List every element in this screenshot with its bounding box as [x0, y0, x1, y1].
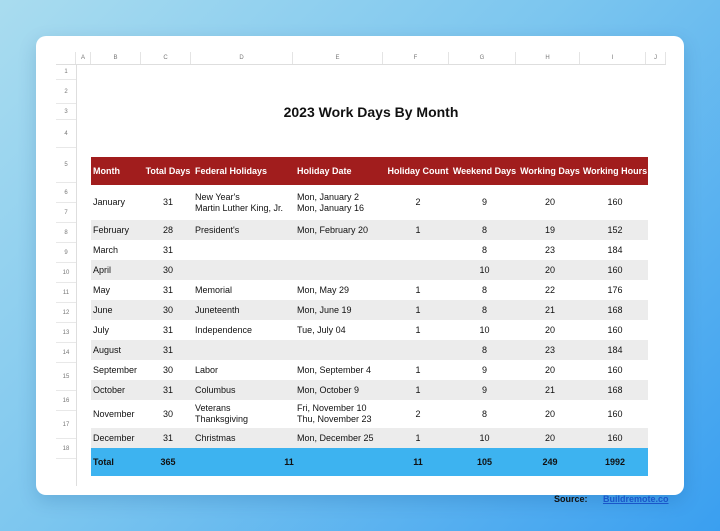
cell-month[interactable]: December	[91, 428, 143, 448]
cell-total[interactable]: 30	[143, 360, 193, 380]
cell-count[interactable]: 1	[385, 300, 451, 320]
cell-working[interactable]: 23	[518, 340, 582, 360]
total-working[interactable]: 249	[518, 448, 582, 476]
table-header-row	[91, 157, 648, 185]
cell-dates[interactable]: Mon, June 19	[295, 300, 385, 320]
cell-holidays[interactable]: Memorial	[193, 280, 295, 300]
table-row	[91, 360, 648, 380]
cell-hours[interactable]: 160	[582, 320, 648, 340]
row-header-17[interactable]: 17	[56, 411, 76, 439]
cell-dates[interactable]: Mon, October 9	[295, 380, 385, 400]
row-header-5[interactable]: 5	[56, 148, 76, 183]
cell-dates[interactable]: Mon, December 25	[295, 428, 385, 448]
cell-holidays[interactable]: Juneteenth	[193, 300, 295, 320]
column-heading-holiday-count: Holiday Count	[385, 157, 451, 185]
column-header-f[interactable]: F	[383, 52, 449, 64]
row-header-15[interactable]: 15	[56, 363, 76, 391]
cell-count[interactable]: 1	[385, 220, 451, 240]
cell-holidays[interactable]: President's	[193, 220, 295, 240]
cell-count[interactable]	[385, 340, 451, 360]
total-holidays[interactable]: 11	[193, 448, 385, 476]
cell-hours[interactable]: 168	[582, 300, 648, 320]
cell-holidays[interactable]	[193, 240, 295, 260]
cell-weekend[interactable]: 9	[451, 380, 518, 400]
cell-weekend[interactable]: 8	[451, 240, 518, 260]
row-header-10[interactable]: 10	[56, 263, 76, 283]
cell-total[interactable]: 31	[143, 280, 193, 300]
cell-holidays[interactable]: New Year's Martin Luther King, Jr.	[193, 185, 295, 220]
cell-weekend[interactable]: 10	[451, 260, 518, 280]
cell-holidays[interactable]: Labor	[193, 360, 295, 380]
row-header-12[interactable]: 12	[56, 303, 76, 323]
cell-weekend[interactable]: 8	[451, 280, 518, 300]
cell-holidays[interactable]: Columbus	[193, 380, 295, 400]
cell-count[interactable]: 1	[385, 320, 451, 340]
cell-weekend[interactable]: 10	[451, 428, 518, 448]
column-heading-weekend-days: Weekend Days	[451, 157, 518, 185]
cell-total[interactable]: 31	[143, 380, 193, 400]
cell-weekend[interactable]: 8	[451, 220, 518, 240]
screenshot-card	[36, 36, 684, 504]
cell-working[interactable]: 21	[518, 380, 582, 400]
column-header-i[interactable]: I	[580, 52, 646, 64]
column-header-g[interactable]: G	[449, 52, 516, 64]
cell-working[interactable]: 19	[518, 220, 582, 240]
cell-dates[interactable]	[295, 340, 385, 360]
row-header-9[interactable]: 9	[56, 243, 76, 263]
cell-count[interactable]: 1	[385, 380, 451, 400]
cell-month[interactable]: July	[91, 320, 143, 340]
cell-holidays[interactable]: Veterans Thanksgiving	[193, 400, 295, 428]
cell-working[interactable]: 20	[518, 260, 582, 280]
cell-dates[interactable]: Mon, September 4	[295, 360, 385, 380]
cell-dates[interactable]: Mon, February 20	[295, 220, 385, 240]
cell-month[interactable]: March	[91, 240, 143, 260]
column-heading-total-days: Total Days	[143, 157, 193, 185]
row-header-2[interactable]: 2	[56, 80, 76, 104]
column-header-h[interactable]: H	[516, 52, 580, 64]
cell-total[interactable]: 28	[143, 220, 193, 240]
cell-holidays[interactable]	[193, 340, 295, 360]
table-row	[91, 185, 648, 220]
table-row	[91, 240, 648, 260]
work-days-table	[91, 157, 648, 476]
table-row	[91, 280, 648, 300]
cell-hours[interactable]: 168	[582, 380, 648, 400]
cell-hours[interactable]: 160	[582, 400, 648, 428]
column-heading-holiday-date: Holiday Date	[295, 157, 385, 185]
cell-total[interactable]: 30	[143, 300, 193, 320]
table-row	[91, 428, 648, 448]
cell-working[interactable]: 20	[518, 400, 582, 428]
cell-month[interactable]: May	[91, 280, 143, 300]
cell-dates[interactable]	[295, 260, 385, 280]
source-label: Source:	[554, 494, 588, 504]
cell-count[interactable]	[385, 260, 451, 280]
total-count[interactable]: 11	[385, 448, 451, 476]
column-heading-working-days: Working Days	[518, 157, 582, 185]
cell-month[interactable]: January	[91, 185, 143, 220]
row-header-3[interactable]: 3	[56, 104, 76, 120]
column-header-e[interactable]: E	[293, 52, 383, 64]
sheet-title: 2023 Work Days By Month	[283, 104, 459, 120]
cell-total[interactable]: 31	[143, 185, 193, 220]
total-total-days[interactable]: 365	[143, 448, 193, 476]
row-header-7[interactable]: 7	[56, 203, 76, 223]
cell-month[interactable]: August	[91, 340, 143, 360]
row-header-16[interactable]: 16	[56, 391, 76, 411]
cell-total[interactable]: 31	[143, 340, 193, 360]
cell-month[interactable]: October	[91, 380, 143, 400]
table-row	[91, 400, 648, 428]
cell-working[interactable]: 20	[518, 320, 582, 340]
row-header-13[interactable]: 13	[56, 323, 76, 343]
cell-hours[interactable]: 160	[582, 360, 648, 380]
corner-cell[interactable]	[56, 52, 76, 64]
column-heading-month: Month	[91, 157, 143, 185]
column-header-c[interactable]: C	[141, 52, 191, 64]
cell-working[interactable]: 21	[518, 300, 582, 320]
cell-working[interactable]: 22	[518, 280, 582, 300]
cell-total[interactable]: 31	[143, 428, 193, 448]
spreadsheet	[56, 52, 669, 504]
cell-total[interactable]: 30	[143, 260, 193, 280]
source-link[interactable]: Buildremote.co	[603, 494, 669, 504]
cell-working[interactable]: 20	[518, 428, 582, 448]
cell-hours[interactable]: 152	[582, 220, 648, 240]
row-header-1[interactable]: 1	[56, 64, 76, 80]
table-row	[91, 320, 648, 340]
cell-total[interactable]: 31	[143, 240, 193, 260]
cell-count[interactable]: 1	[385, 360, 451, 380]
cell-month[interactable]: February	[91, 220, 143, 240]
cell-month[interactable]: November	[91, 400, 143, 428]
row-header-bar	[56, 64, 77, 486]
table-row	[91, 340, 648, 360]
cell-weekend[interactable]: 9	[451, 185, 518, 220]
column-header-bar	[56, 52, 666, 65]
row-header-11[interactable]: 11	[56, 283, 76, 303]
cell-dates[interactable]: Tue, July 04	[295, 320, 385, 340]
cell-hours[interactable]: 160	[582, 185, 648, 220]
cell-hours[interactable]: 184	[582, 340, 648, 360]
total-label[interactable]: Total	[91, 448, 143, 476]
total-row	[91, 448, 648, 476]
cell-hours[interactable]: 160	[582, 428, 648, 448]
cell-count[interactable]: 1	[385, 280, 451, 300]
cell-total[interactable]: 30	[143, 400, 193, 428]
cell-working[interactable]: 20	[518, 360, 582, 380]
cell-count[interactable]: 2	[385, 400, 451, 428]
row-header-8[interactable]: 8	[56, 223, 76, 243]
cell-hours[interactable]: 184	[582, 240, 648, 260]
cell-hours[interactable]: 176	[582, 280, 648, 300]
row-header-6[interactable]: 6	[56, 183, 76, 203]
cell-hours[interactable]: 160	[582, 260, 648, 280]
row-header-4[interactable]: 4	[56, 120, 76, 148]
total-weekend[interactable]: 105	[451, 448, 518, 476]
cell-holidays[interactable]: Christmas	[193, 428, 295, 448]
cell-weekend[interactable]: 10	[451, 320, 518, 340]
cell-holidays[interactable]: Independence	[193, 320, 295, 340]
cell-month[interactable]: April	[91, 260, 143, 280]
cell-working[interactable]: 20	[518, 185, 582, 220]
cell-weekend[interactable]: 8	[451, 300, 518, 320]
cell-weekend[interactable]: 8	[451, 340, 518, 360]
cell-total[interactable]: 31	[143, 320, 193, 340]
column-header-j[interactable]: J	[646, 52, 666, 64]
row-header-14[interactable]: 14	[56, 343, 76, 363]
cell-weekend[interactable]: 8	[451, 400, 518, 428]
total-hours[interactable]: 1992	[582, 448, 648, 476]
column-heading-federal-holidays: Federal Holidays	[193, 157, 295, 185]
cell-month[interactable]: September	[91, 360, 143, 380]
column-heading-working-hours: Working Hours	[582, 157, 648, 185]
column-header-b[interactable]: B	[91, 52, 141, 64]
table-row	[91, 300, 648, 320]
cell-count[interactable]	[385, 240, 451, 260]
cell-working[interactable]: 23	[518, 240, 582, 260]
table-row	[91, 260, 648, 280]
row-header-18[interactable]: 18	[56, 439, 76, 459]
column-header-a[interactable]: A	[76, 52, 91, 64]
cell-weekend[interactable]: 9	[451, 360, 518, 380]
cell-dates[interactable]: Mon, January 2 Mon, January 16	[295, 185, 385, 220]
cell-count[interactable]: 2	[385, 185, 451, 220]
table-row	[91, 380, 648, 400]
cell-month[interactable]: June	[91, 300, 143, 320]
cell-dates[interactable]	[295, 240, 385, 260]
table-row	[91, 220, 648, 240]
cell-dates[interactable]: Fri, November 10 Thu, November 23	[295, 400, 385, 428]
column-header-d[interactable]: D	[191, 52, 293, 64]
cell-count[interactable]: 1	[385, 428, 451, 448]
cell-dates[interactable]: Mon, May 29	[295, 280, 385, 300]
cell-holidays[interactable]	[193, 260, 295, 280]
